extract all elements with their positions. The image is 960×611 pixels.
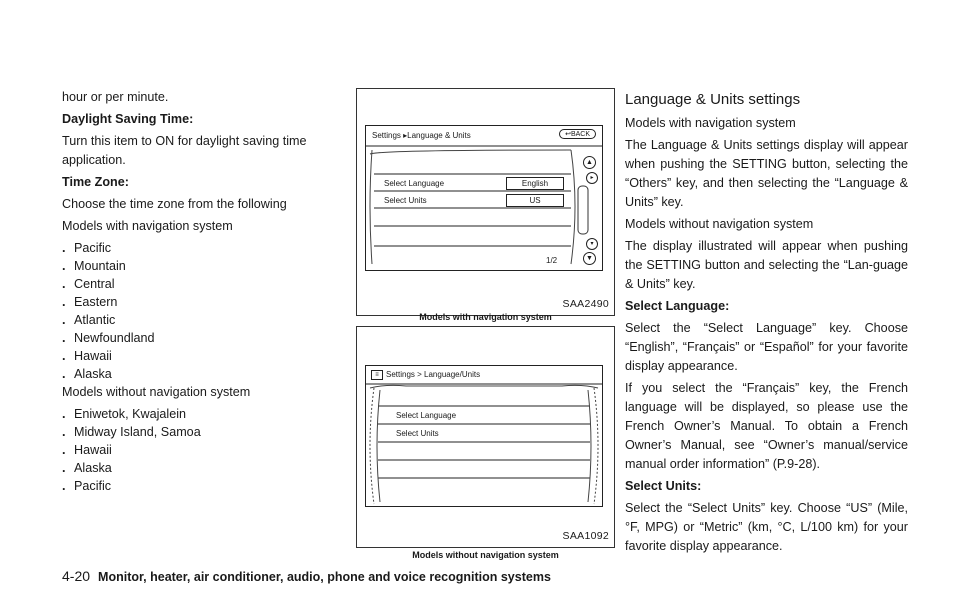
french-text: If you select the “Français” key, the French language will be displayed, so please use the French Owner’s Manual. To obtain a French Owner’s Manual, see “Owner’s manual/service manual order information” (P.9-28).: [625, 381, 908, 471]
screen-title: Settings ▸Language & Units: [372, 131, 471, 140]
nonav-zone-list: [62, 405, 334, 495]
list-item: . Pacific: [62, 240, 112, 255]
select-language-label: Select Language: [384, 179, 445, 188]
chapter-title: Monitor, heater, air conditioner, audio, phone and voice recognition systems: [98, 570, 551, 584]
scroll-down-small-icon[interactable]: ▾: [586, 238, 598, 250]
nav-models-label: Models with navigation system: [62, 219, 233, 233]
list-item: . Pacific: [62, 478, 112, 493]
list-item: . Newfoundland: [62, 330, 155, 345]
units-value-button[interactable]: US: [506, 194, 564, 207]
dst-text: Turn this item to ON for daylight saving time application.: [62, 134, 307, 167]
figure-code: SAA1092: [562, 530, 609, 542]
nonav-text: The display illustrated will appear when pushing the SETTING button and selecting the “Lan-guage & Units” key.: [625, 239, 908, 291]
figure-code: SAA2490: [562, 298, 609, 310]
nav-models-label: Models with navigation system: [625, 116, 796, 130]
select-units-label[interactable]: Select Units: [396, 429, 439, 438]
select-units-label: Select Units: [384, 196, 427, 205]
list-item: . Midway Island, Samoa: [62, 424, 201, 439]
figure-caption: Models with navigation system: [419, 312, 552, 322]
list-item: . Alaska: [62, 366, 112, 381]
scroll-up-small-icon[interactable]: ▸: [586, 172, 598, 184]
lang-text: Select the “Select Language” key. Choose “English”, “Français” or “Español” for your favorite display appearance.: [625, 321, 908, 373]
select-language-label[interactable]: Select Language: [396, 411, 457, 420]
list-item: . Eastern: [62, 294, 118, 309]
nonav-models-label: Models without navigation system: [625, 217, 814, 231]
units-heading: Select Units:: [625, 479, 702, 493]
right-column: [625, 90, 908, 559]
units-text: Select the “Select Units” key. Choose “US” (Mile, °F, MPG) or “Metric” (km, °C, L/100 km) for your favorite display appearance.: [625, 501, 908, 553]
back-arrow-icon: ↩: [565, 131, 571, 138]
dst-heading: Daylight Saving Time:: [62, 112, 194, 126]
lang-heading: Select Language:: [625, 299, 730, 313]
scroll-up-icon[interactable]: ▲: [583, 156, 596, 169]
nonav-models-label: Models without navigation system: [62, 385, 251, 399]
page-indicator: 1/2: [546, 256, 558, 265]
screen-display: [365, 365, 603, 507]
list-item: . Hawaii: [62, 348, 112, 363]
list-item: . Mountain: [62, 258, 126, 273]
tz-text: Choose the time zone from the following: [62, 197, 287, 211]
list-item: . Central: [62, 276, 115, 291]
tz-heading: Time Zone:: [62, 175, 129, 189]
scroll-down-icon[interactable]: ▼: [583, 252, 596, 265]
back-button[interactable]: ↩BACK: [559, 129, 596, 139]
list-item: . Eniwetok, Kwajalein: [62, 406, 187, 421]
language-value-button[interactable]: English: [506, 177, 564, 190]
page-footer: [62, 568, 551, 584]
list-item: . Atlantic: [62, 312, 116, 327]
page-number: 4-20: [62, 568, 91, 584]
nav-zone-list: [62, 239, 334, 383]
screen-title: Settings > Language/Units: [386, 370, 481, 379]
figure-nav-screen: [356, 88, 615, 316]
intro-text: hour or per minute.: [62, 90, 169, 104]
list-item: . Hawaii: [62, 442, 112, 457]
screen-display: [365, 125, 603, 271]
list-item: . Alaska: [62, 460, 112, 475]
figure-nonav-screen: [356, 326, 615, 548]
section-title: Language & Units settings: [625, 91, 801, 108]
left-column: [62, 88, 334, 495]
nav-text: The Language & Units settings display will appear when pushing the SETTING button, selecting the “Others” key, and then selecting the “Language & Units” key.: [625, 138, 908, 209]
figure-caption: Models without navigation system: [412, 550, 559, 560]
settings-icon: ≡: [371, 370, 383, 380]
